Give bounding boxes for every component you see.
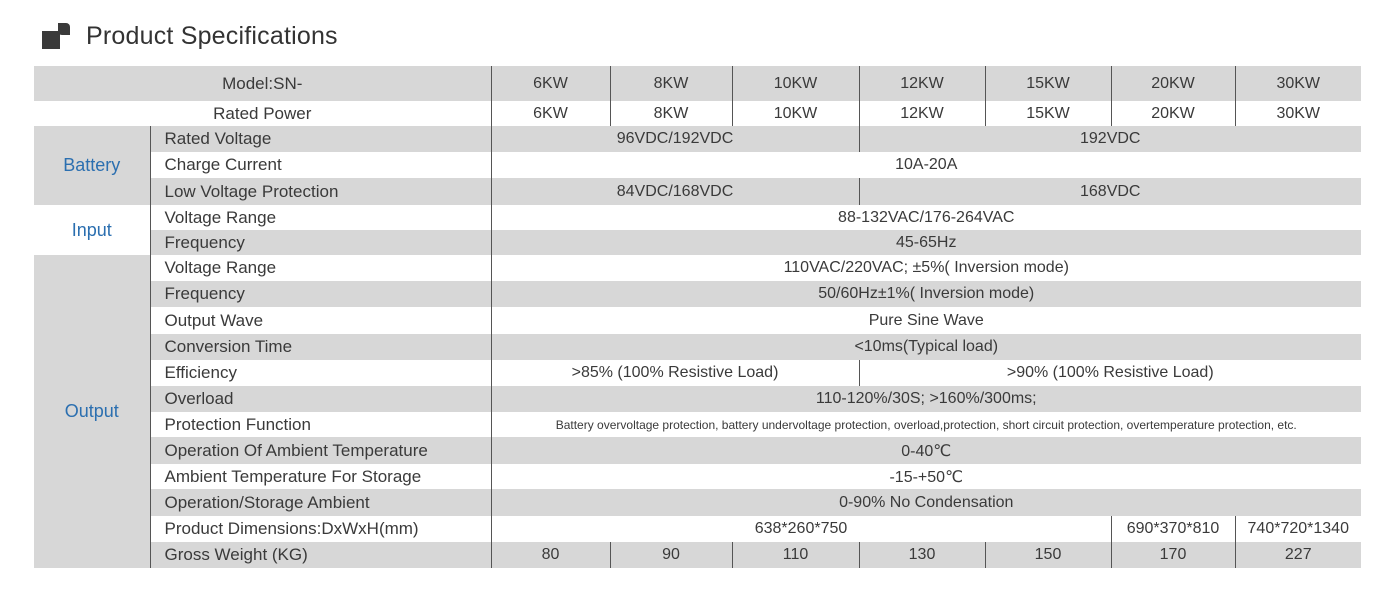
row-value: >85% (100% Resistive Load) [491,360,859,386]
model-cell: 30KW [1235,66,1361,101]
rated-power-cell: 20KW [1111,101,1235,126]
row-value: 45-65Hz [491,230,1361,255]
table-row [34,255,1361,281]
row-value: 0-90% No Condensation [491,489,1361,516]
rated-power-cell: 12KW [859,101,985,126]
table-row [34,307,1361,334]
row-label: Charge Current [150,152,491,178]
row-value: Pure Sine Wave [491,307,1361,334]
table-row [34,334,1361,360]
row-value: -15-+50℃ [491,464,1361,489]
model-cell: 10KW [732,66,859,101]
row-label: Voltage Range [150,255,491,281]
table-row [34,489,1361,516]
table-row [34,412,1361,437]
row-label: Ambient Temperature For Storage [150,464,491,489]
row-label: Low Voltage Protection [150,178,491,205]
table-row [34,205,1361,230]
rated-power-row [34,101,1361,126]
row-label: Frequency [150,281,491,307]
row-value: 0-40℃ [491,437,1361,464]
row-label: Rated Voltage [150,126,491,152]
row-label: Efficiency [150,360,491,386]
table-row [34,178,1361,205]
row-label: Conversion Time [150,334,491,360]
row-label: Output Wave [150,307,491,334]
blocks-icon [42,21,72,51]
row-value: 84VDC/168VDC [491,178,859,205]
group-label-battery: Battery [34,126,150,205]
row-label: Gross Weight (KG) [150,542,491,568]
model-cell: 6KW [491,66,610,101]
row-label: Overload [150,386,491,412]
model-cell: 20KW [1111,66,1235,101]
row-label: Voltage Range [150,205,491,230]
weight-cell: 227 [1235,542,1361,568]
page-title: Product Specifications [86,21,338,50]
weight-cell: 170 [1111,542,1235,568]
table-row [34,516,1361,542]
group-label-input: Input [34,205,150,255]
table-row [34,437,1361,464]
table-row [34,386,1361,412]
model-cell: 15KW [985,66,1111,101]
rated-power-cell: 6KW [491,101,610,126]
model-label: Model:SN- [34,66,491,101]
model-cell: 8KW [610,66,732,101]
row-value: 110VAC/220VAC; ±5%( Inversion mode) [491,255,1361,281]
row-label: Frequency [150,230,491,255]
weight-cell: 90 [610,542,732,568]
table-row [34,542,1361,568]
rated-power-cell: 10KW [732,101,859,126]
row-value: >90% (100% Resistive Load) [859,360,1361,386]
table-row [34,464,1361,489]
table-row [34,230,1361,255]
row-value: <10ms(Typical load) [491,334,1361,360]
table-row [34,281,1361,307]
row-value: 168VDC [859,178,1361,205]
table-row [34,360,1361,386]
model-row [34,66,1361,101]
row-value: 96VDC/192VDC [491,126,859,152]
rated-power-label: Rated Power [34,101,491,126]
row-value: 50/60Hz±1%( Inversion mode) [491,281,1361,307]
row-label: Operation/Storage Ambient [150,489,491,516]
table-row [34,126,1361,152]
row-value: 192VDC [859,126,1361,152]
group-label-output: Output [34,255,150,568]
rated-power-cell: 8KW [610,101,732,126]
row-label: Operation Of Ambient Temperature [150,437,491,464]
page-header [42,18,338,54]
weight-cell: 110 [732,542,859,568]
rated-power-cell: 30KW [1235,101,1361,126]
model-cell: 12KW [859,66,985,101]
row-label: Product Dimensions:DxWxH(mm) [150,516,491,542]
row-value: 638*260*750 [491,516,1111,542]
spec-table [34,66,1361,568]
weight-cell: 150 [985,542,1111,568]
rated-power-cell: 15KW [985,101,1111,126]
row-value: 110-120%/30S; >160%/300ms; [491,386,1361,412]
table-row [34,152,1361,178]
row-value: 88-132VAC/176-264VAC [491,205,1361,230]
row-value: 740*720*1340 [1235,516,1361,542]
row-value: Battery overvoltage protection, battery undervoltage protection, overload,protection, short circuit protection, overtemperature protection, etc. [491,412,1361,437]
row-value: 10A-20A [491,152,1361,178]
weight-cell: 130 [859,542,985,568]
row-value: 690*370*810 [1111,516,1235,542]
weight-cell: 80 [491,542,610,568]
row-label: Protection Function [150,412,491,437]
